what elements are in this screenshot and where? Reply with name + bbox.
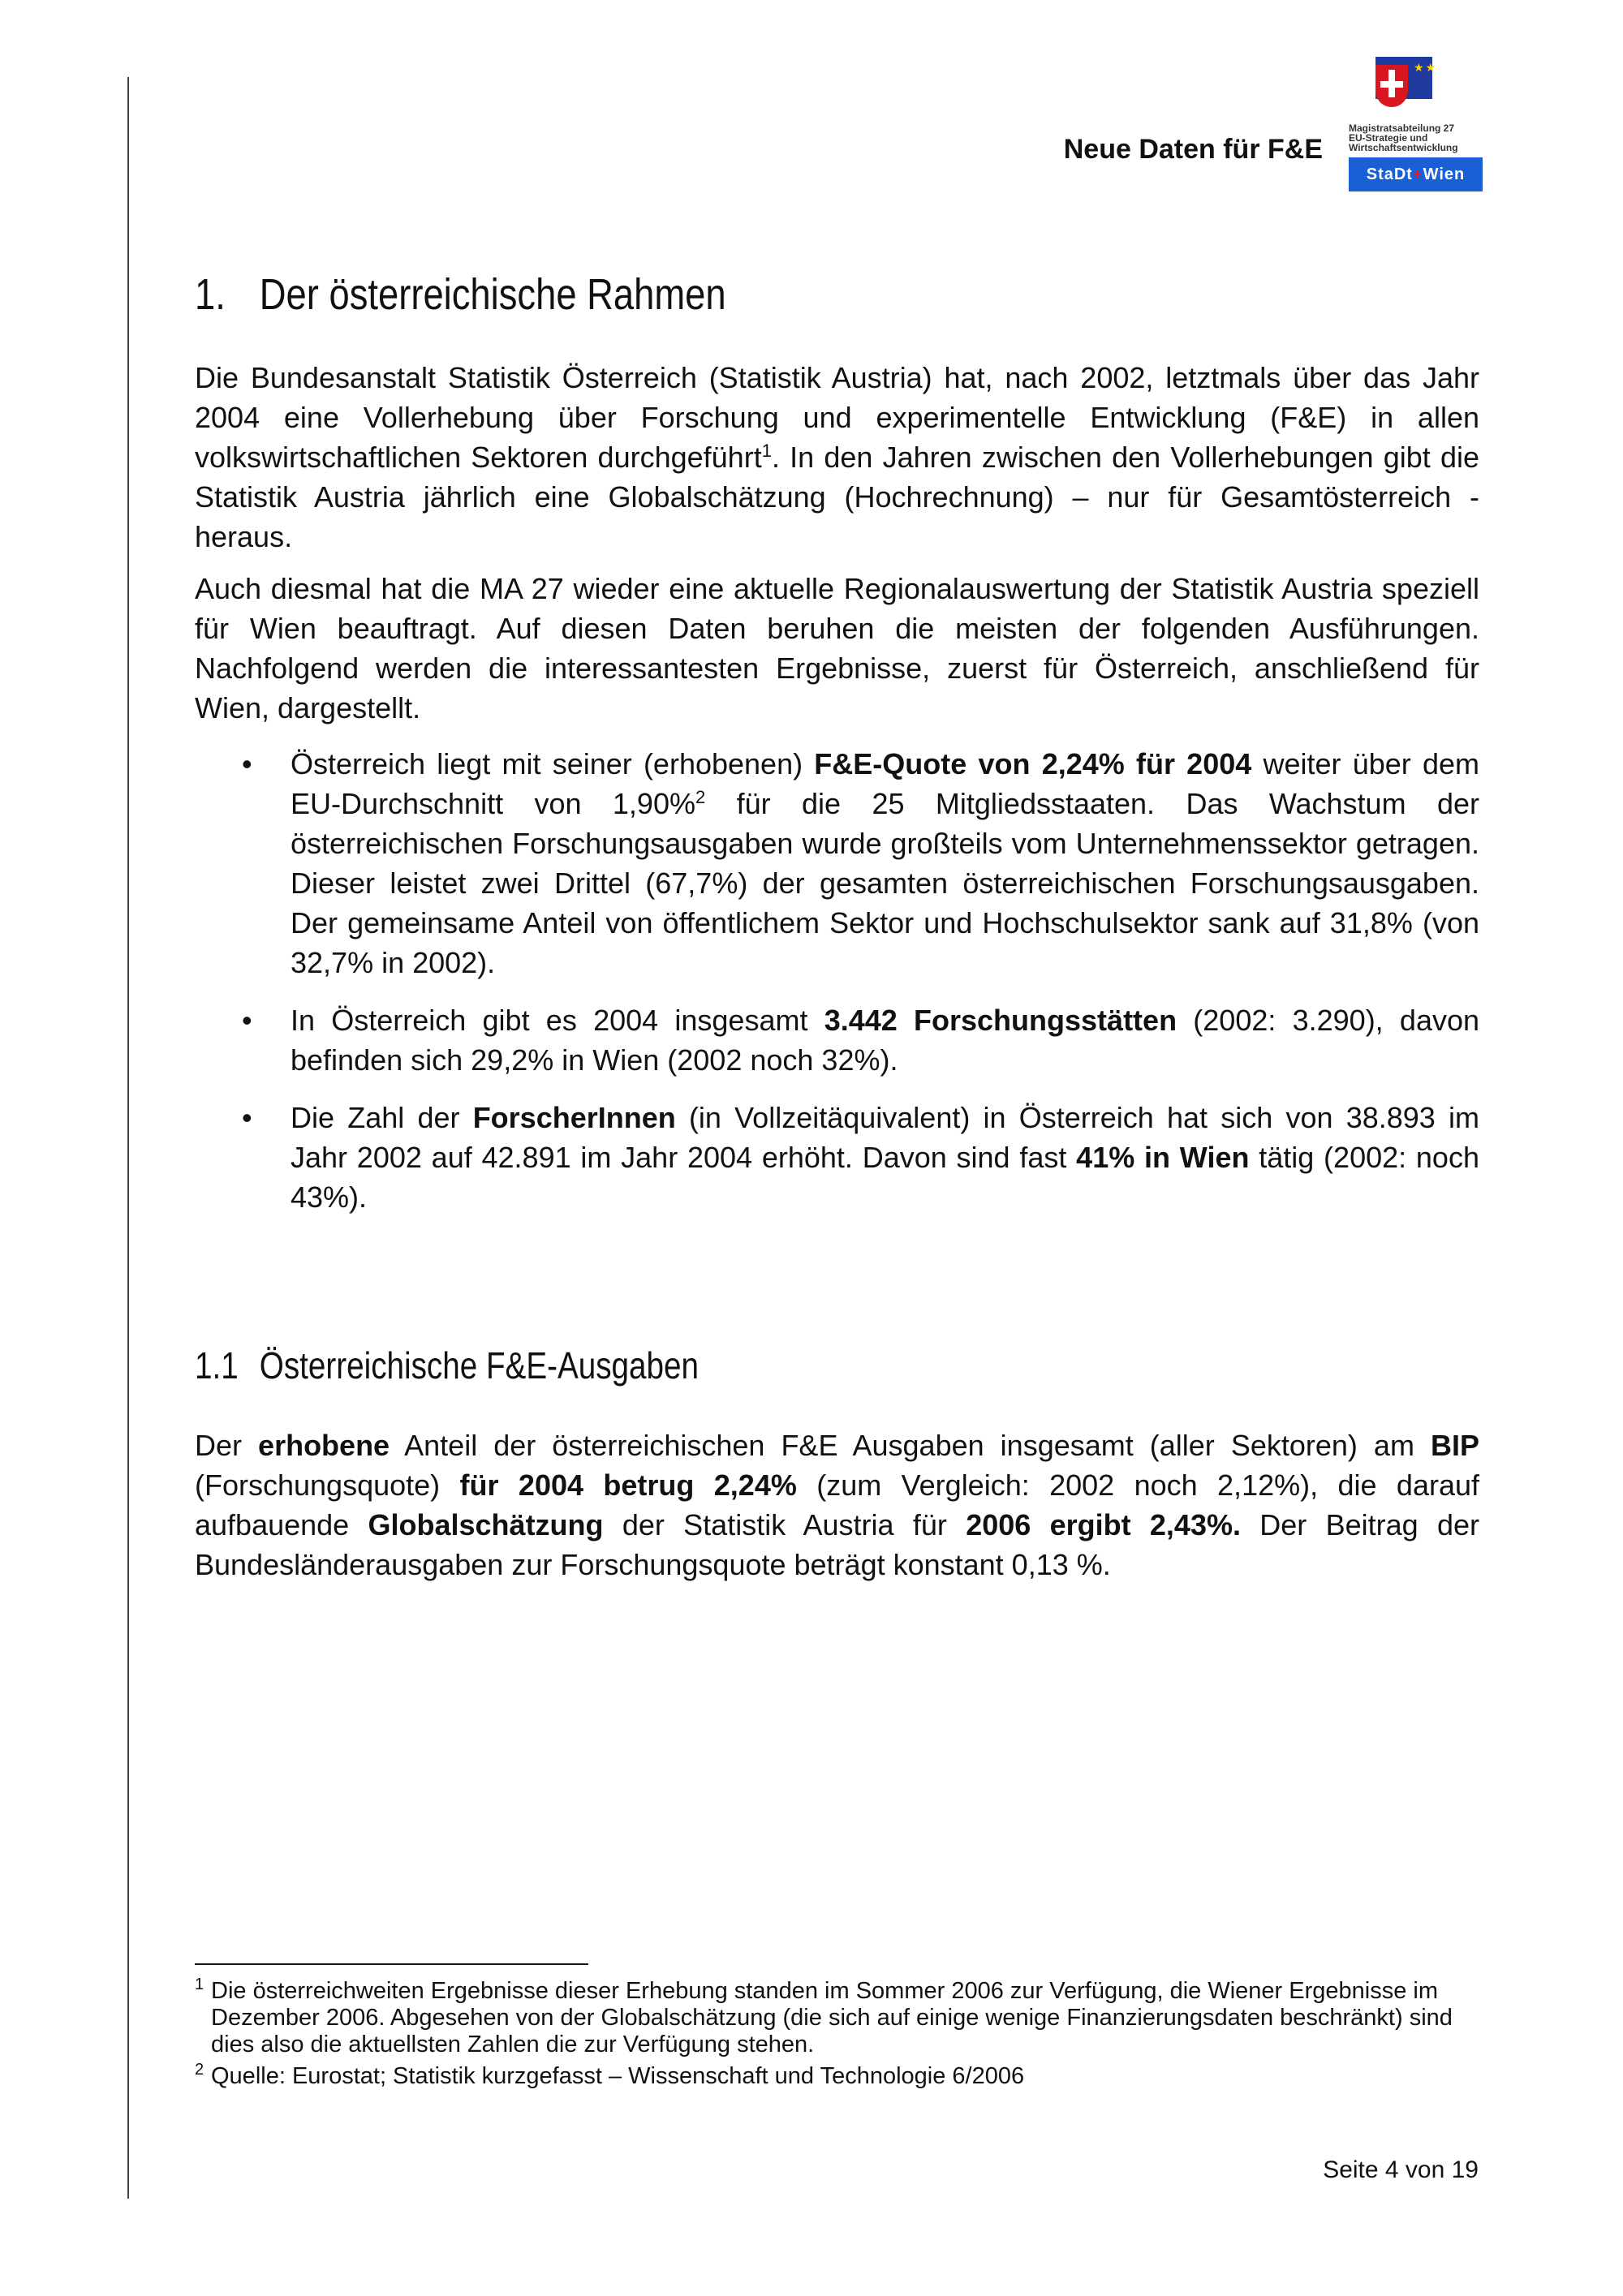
section-1-heading-block [195, 269, 1479, 320]
expenditure-paragraph: Der erhobene Anteil der österreichischen F&E Ausgaben insgesamt (aller Sektoren) am BIP (Forschungsquote) für 2004 betrug 2,24% (zum Vergleich: 2002 noch 2,12%), die darauf aufbauende Globalschätzung der Statistik Austria für 2006 ergibt 2,43%. Der Beitrag der Bundesländerausgaben zur Forschungsquote beträgt konstant 0,13 %. [195, 1429, 1480, 1581]
footnote-2: 2 Quelle: Eurostat; Statistik kurzgefasst – Wissenschaft und Technologie 6/2006 [195, 2061, 1025, 2089]
bullet-icon: • [242, 747, 252, 780]
footnote-ref-2: 2 [695, 787, 706, 807]
intro-paragraph: Die Bundesanstalt Statistik Österreich (Statistik Austria) hat, nach 2002, letztmals über das Jahr 2004 eine Vollerhebung über Forschung und experimentelle Entwicklung (F&E) in allen volkswirtschaftlichen Sektoren durchgeführt$^1$. In den Jahren zwischen den Vollerhebungen gibt die Statistik Austria jährlich eine Globalschätzung (Hochrechnung) – nur für Gesamtösterreich - heraus. [195, 361, 1479, 553]
bullet-icon: • [242, 1101, 252, 1134]
stadt-wien-badge: StaDt+Wien [1349, 157, 1483, 191]
key-findings-list [195, 744, 1479, 1217]
list-item: • Österreich liegt mit seiner (erhobenen) F&E-Quote von 2,24% für 2004 weiter über dem EU-Durchschnitt von 1,90%$^2$ für die 25 Mitgliedsstaaten. Das Wachstum der österreichischen Forschungsausgaben wurde großteils vom Unternehmenssektor getragen. Dieser leistet zwei Drittel (67,7%) der gesamten österreichischen Forschungsausgaben. Der gemeinsame Anteil von öffentlichem Sektor und Hochschulsektor sank auf 31,8% (von 32,7% in 2002). [195, 744, 1479, 982]
footnote-separator [195, 1963, 588, 1965]
logo-caption: Magistratsabteilung 27 EU-Strategie und Wirtschaftsentwicklung [1349, 123, 1458, 153]
vienna-shield-icon [1375, 65, 1408, 107]
section-1-heading: 1. Der österreichische Rahmen [195, 270, 726, 319]
ma27-logo [1341, 57, 1483, 199]
page-margin-line [127, 77, 129, 2199]
header-title: Neue Daten für F&E [1063, 134, 1323, 165]
page-number: Seite 4 von 19 [1323, 2156, 1479, 2183]
eu-stars-icon: ★★ [1414, 61, 1438, 74]
footnotes [195, 1978, 1479, 2095]
section-1-1-body [195, 1425, 1479, 1584]
list-item: • In Österreich gibt es 2004 insgesamt 3.442 Forschungsstätten (2002: 3.290), davon befinden sich 29,2% in Wien (2002 noch 32%). [195, 1000, 1479, 1080]
footnote-1: 1 Die österreichweiten Ergebnisse dieser Erhebung standen im Sommer 2006 zur Verfügung, die Wiener Ergebnisse im Dezember 2006. Abgesehen von der Globalschätzung (die sich auf einige wenige Finanzierungsdaten beschränkt) sind dies also die aktuellsten Zahlen die zur Verfügung stehen. [195, 1976, 1453, 2057]
section-1-body [195, 358, 1479, 1235]
section-1-1-heading-block [195, 1344, 1479, 1387]
ma27-paragraph: Auch diesmal hat die MA 27 wieder eine aktuelle Regionalauswertung der Statistik Austria speziell für Wien beauftragt. Auf diesen Daten beruhen die meisten der folgenden Ausführungen. Nachfolgend werden die interessantesten Ergebnisse, zuerst für Österreich, anschließend für Wien, dargestellt. [195, 572, 1479, 724]
footnote-ref-1: 1 [761, 441, 772, 461]
section-1-1-heading: 1.1 Österreichische F&E-Ausgaben [195, 1344, 700, 1387]
list-item: • Die Zahl der ForscherInnen (in Vollzeitäquivalent) in Österreich hat sich von 38.893 im Jahr 2002 auf 42.891 im Jahr 2004 erhöht. Davon sind fast 41% in Wien tätig (2002: noch 43%). [195, 1098, 1479, 1217]
bullet-icon: • [242, 1004, 252, 1037]
